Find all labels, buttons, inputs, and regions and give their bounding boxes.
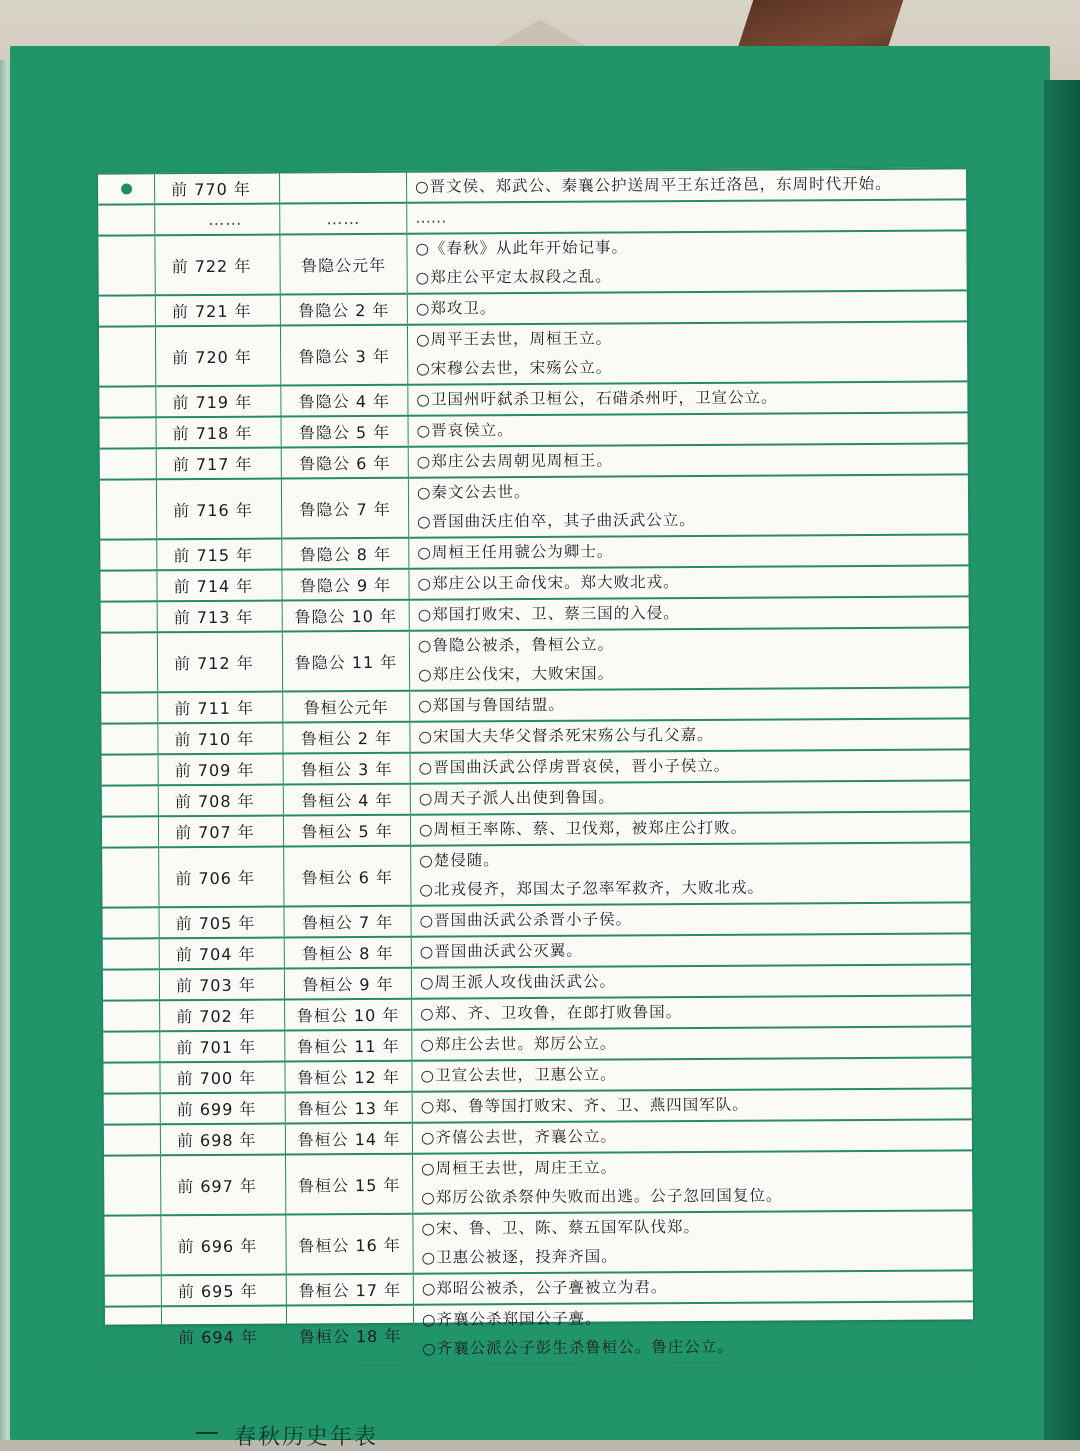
- event-text: ○晋国曲沃庄伯卒，其子曲沃武公立。: [417, 511, 696, 531]
- event-text: ○晋哀侯立。: [416, 421, 514, 440]
- year-cell: 前 708 年: [158, 785, 283, 817]
- row-marker-cell: [104, 1155, 161, 1215]
- row-marker-cell: [103, 969, 160, 1000]
- event-text: ○北戎侵齐，郑国太子忽率军救齐，大败北戎。: [419, 878, 764, 899]
- row-marker-cell: [100, 570, 157, 601]
- event-text: ○周平王去世，周桓王立。: [415, 329, 613, 349]
- row-marker-cell: [104, 1215, 161, 1275]
- events-cell: [411, 842, 971, 905]
- reign-year-cell: 鲁隐公 10 年: [282, 600, 409, 632]
- table-row: [101, 627, 969, 692]
- event-text: ○宋国大夫华父督杀死宋殇公与孔父嘉。: [418, 725, 714, 746]
- events-cell: [407, 290, 967, 324]
- event-text: ○晋文侯、郑武公、秦襄公护送周平王东迁洛邑，东周时代开始。: [415, 174, 892, 196]
- row-marker-cell: [102, 816, 159, 847]
- events-cell: [408, 443, 968, 477]
- event-text: ○郑庄公以王命伐宋。郑大败北戎。: [417, 573, 680, 593]
- row-marker-cell: [103, 938, 160, 969]
- event-text: ○郑庄公平定太叔段之乱。: [415, 267, 612, 287]
- events-cell: [411, 933, 971, 967]
- table-row: [100, 474, 968, 539]
- year-cell: 前 701 年: [160, 1031, 285, 1063]
- footer-title: 春秋历史年表: [234, 1425, 379, 1450]
- reign-year-cell: 鲁桓公 9 年: [284, 968, 411, 1000]
- reign-year-cell: 鲁桓公 13 年: [285, 1092, 412, 1124]
- reign-year-cell: 鲁隐公 7 年: [281, 478, 408, 539]
- year-cell: 前 709 年: [158, 754, 283, 786]
- row-marker-cell: [103, 1000, 160, 1031]
- reign-year-cell: 鲁隐公 5 年: [281, 416, 408, 448]
- event-text: ○卫惠公被逐，投奔齐国。: [421, 1247, 618, 1267]
- row-marker-cell: [102, 907, 159, 938]
- row-marker-cell: [104, 1093, 161, 1124]
- events-cell: [412, 1026, 972, 1060]
- reign-year-cell: 鲁桓公 11 年: [285, 1030, 412, 1062]
- events-cell: [411, 902, 971, 936]
- reign-year-cell: 鲁桓公元年: [283, 691, 410, 723]
- year-cell: 前 721 年: [155, 295, 280, 327]
- year-cell: 前 722 年: [155, 235, 280, 296]
- year-cell: 前 706 年: [159, 847, 284, 908]
- events-cell: [408, 412, 968, 446]
- event-text: ○卫宣公去世，卫惠公立。: [420, 1065, 617, 1085]
- reign-year-cell: 鲁桓公 12 年: [285, 1061, 412, 1093]
- year-cell: 前 695 年: [161, 1275, 286, 1307]
- reign-year-cell: 鲁桓公 7 年: [284, 906, 411, 938]
- year-cell: 前 714 年: [157, 570, 282, 602]
- reign-year-cell: 鲁桓公 6 年: [284, 846, 411, 907]
- row-marker-cell: [100, 539, 157, 570]
- events-cell: [407, 230, 967, 293]
- event-text: ○郑国打败宋、卫、蔡三国的入侵。: [417, 604, 680, 624]
- reign-year-cell: 鲁隐公 6 年: [281, 447, 408, 479]
- year-cell: 前 698 年: [160, 1124, 285, 1156]
- event-text: ○郑国与鲁国结盟。: [418, 695, 565, 715]
- row-marker-cell: [102, 785, 159, 816]
- event-text: ○郑、鲁等国打败宋、齐、卫、燕四国军队。: [420, 1095, 749, 1116]
- row-marker-cell: [101, 723, 158, 754]
- event-text: ○周桓王去世，周庄王立。: [421, 1158, 618, 1178]
- reign-year-cell: [280, 172, 407, 204]
- reign-year-cell: 鲁隐公 2 年: [280, 294, 407, 326]
- row-marker-cell: [100, 479, 157, 539]
- event-text: ○周天子派人出使到鲁国。: [418, 788, 615, 808]
- event-text: ○周桓王率陈、蔡、卫伐郑，被郑庄公打败。: [418, 818, 748, 839]
- row-marker-cell: [99, 326, 156, 386]
- event-text: ○齐僖公去世，齐襄公立。: [420, 1127, 617, 1147]
- reign-year-cell: 鲁桓公 5 年: [283, 815, 410, 847]
- table-row: [104, 1150, 972, 1215]
- events-cell: [408, 381, 968, 415]
- year-cell: 前 718 年: [156, 417, 281, 449]
- events-cell: [409, 565, 969, 599]
- row-marker-cell: [100, 448, 157, 479]
- year-cell: 前 702 年: [160, 1000, 285, 1032]
- year-cell: 前 712 年: [157, 632, 282, 693]
- event-text: ○秦文公去世。: [416, 483, 531, 502]
- event-text: ○郑攻卫。: [415, 299, 497, 318]
- year-cell: ……: [155, 204, 280, 236]
- reign-year-cell: 鲁桓公 8 年: [284, 937, 411, 969]
- reign-year-cell: 鲁桓公 14 年: [285, 1123, 412, 1155]
- events-cell: [412, 1057, 972, 1091]
- event-text: ○郑庄公伐宋，大败宋国。: [418, 664, 615, 684]
- events-cell: [408, 474, 968, 537]
- events-cell: [407, 321, 967, 384]
- row-marker-cell: [101, 601, 158, 632]
- event-text: ○楚侵随。: [419, 851, 500, 870]
- events-cell: [407, 168, 967, 202]
- events-cell: [410, 780, 970, 814]
- row-marker-cell: [102, 754, 159, 785]
- reign-year-cell: 鲁桓公 4 年: [283, 784, 410, 816]
- event-text: ○郑昭公被杀，公子亹被立为君。: [421, 1278, 668, 1298]
- events-cell: [409, 534, 969, 568]
- event-text: ○齐襄公杀郑国公子亹。: [421, 1309, 602, 1329]
- year-cell: 前 711 年: [158, 692, 283, 724]
- year-cell: 前 705 年: [159, 907, 284, 939]
- event-text: ○郑厉公欲杀祭仲失败而出逃。公子忽回国复位。: [421, 1186, 783, 1207]
- event-text: ○宋、鲁、卫、陈、蔡五国军队伐郑。: [421, 1217, 701, 1238]
- reign-year-cell: 鲁桓公 15 年: [286, 1154, 413, 1215]
- table-row: [98, 230, 966, 295]
- event-text: ○《春秋》从此年开始记事。: [415, 238, 629, 258]
- events-cell: [410, 718, 970, 752]
- event-text: ○晋国曲沃武公灭翼。: [419, 941, 583, 961]
- reign-year-cell: 鲁桓公 17 年: [286, 1274, 413, 1306]
- events-cell: [412, 995, 972, 1029]
- year-cell: 前 694 年: [161, 1306, 286, 1367]
- reign-year-cell: 鲁桓公 10 年: [285, 999, 412, 1031]
- events-cell: [413, 1210, 973, 1273]
- year-cell: 前 696 年: [161, 1215, 286, 1276]
- reign-year-cell: 鲁桓公 3 年: [283, 753, 410, 785]
- row-marker-cell: [98, 173, 155, 204]
- reign-year-cell: 鲁桓公 18 年: [286, 1305, 413, 1366]
- event-text: ○宋穆公去世，宋殇公立。: [416, 358, 613, 378]
- events-cell: [412, 1088, 972, 1122]
- reign-year-cell: 鲁隐公 8 年: [282, 538, 409, 570]
- chronology-sheet: [98, 167, 973, 1358]
- events-cell: [410, 749, 970, 783]
- reign-year-cell: 鲁隐公 11 年: [282, 631, 409, 692]
- table-row: [104, 1210, 972, 1275]
- reign-year-cell: 鲁隐公元年: [280, 234, 407, 295]
- event-text: ○晋国曲沃武公俘虏晋哀侯，晋小子侯立。: [418, 756, 731, 777]
- events-cell: [412, 1119, 972, 1153]
- event-text: ……: [415, 208, 447, 227]
- event-text: ○郑、齐、卫攻鲁，在郎打败鲁国。: [420, 1003, 683, 1023]
- year-cell: 前 703 年: [159, 969, 284, 1001]
- row-marker-cell: [105, 1306, 162, 1366]
- year-cell: 前 716 年: [156, 479, 281, 540]
- reign-year-cell: 鲁隐公 3 年: [280, 325, 407, 386]
- table-row: [99, 321, 967, 386]
- green-dot-icon: [121, 183, 132, 194]
- chronology-table: [98, 167, 973, 1367]
- event-text: ○卫国州吁弑杀卫桓公，石碏杀州吁，卫宣公立。: [416, 388, 778, 409]
- year-cell: 前 715 年: [157, 539, 282, 571]
- event-text: ○周桓王任用虢公为卿士。: [417, 542, 614, 562]
- reign-year-cell: 鲁隐公 9 年: [282, 569, 409, 601]
- row-marker-cell: [103, 1031, 160, 1062]
- year-cell: 前 699 年: [160, 1093, 285, 1125]
- table-row: [105, 1301, 973, 1366]
- event-text: ○齐襄公派公子彭生杀鲁桓公。鲁庄公立。: [422, 1337, 734, 1358]
- reign-year-cell: 鲁桓公 2 年: [283, 722, 410, 754]
- row-marker-cell: [101, 632, 158, 692]
- year-cell: 前 717 年: [156, 448, 281, 480]
- year-cell: 前 770 年: [155, 173, 280, 205]
- table-row: [102, 842, 970, 907]
- footer-dash: [196, 1432, 218, 1434]
- events-cell: [411, 964, 971, 998]
- events-cell: [413, 1301, 973, 1364]
- row-marker-cell: [101, 692, 158, 723]
- row-marker-cell: [99, 386, 156, 417]
- year-cell: 前 720 年: [155, 326, 280, 387]
- reign-year-cell: ……: [280, 203, 407, 235]
- year-cell: 前 697 年: [161, 1155, 286, 1216]
- events-cell: [413, 1270, 973, 1304]
- row-marker-cell: [103, 1062, 160, 1093]
- row-marker-cell: [98, 235, 155, 295]
- year-cell: 前 713 年: [157, 601, 282, 633]
- year-cell: 前 710 年: [158, 723, 283, 755]
- events-cell: [410, 811, 970, 845]
- reign-year-cell: 鲁隐公 4 年: [281, 385, 408, 417]
- event-text: ○郑庄公去世。郑厉公立。: [420, 1034, 617, 1054]
- row-marker-cell: [104, 1124, 161, 1155]
- row-marker-cell: [105, 1275, 162, 1306]
- event-text: ○周王派人攻伐曲沃武公。: [419, 972, 617, 992]
- events-cell: [413, 1150, 973, 1213]
- event-text: ○鲁隐公被杀，鲁桓公立。: [417, 635, 614, 655]
- events-cell: [410, 687, 970, 721]
- book-edge: [1044, 80, 1080, 1440]
- row-marker-cell: [99, 295, 156, 326]
- year-cell: 前 700 年: [160, 1062, 285, 1094]
- year-cell: 前 719 年: [156, 386, 281, 418]
- event-text: ○郑庄公去周朝见周桓王。: [416, 451, 613, 471]
- events-cell: [409, 596, 969, 630]
- row-marker-cell: [102, 847, 159, 907]
- reign-year-cell: 鲁桓公 16 年: [286, 1214, 413, 1275]
- year-cell: 前 704 年: [159, 938, 284, 970]
- row-marker-cell: [98, 204, 155, 235]
- events-cell: [407, 199, 967, 233]
- row-marker-cell: [100, 417, 157, 448]
- events-cell: [409, 627, 969, 690]
- event-text: ○晋国曲沃武公杀晋小子侯。: [419, 910, 633, 930]
- year-cell: 前 707 年: [158, 816, 283, 848]
- chronology-table-body: [98, 168, 973, 1366]
